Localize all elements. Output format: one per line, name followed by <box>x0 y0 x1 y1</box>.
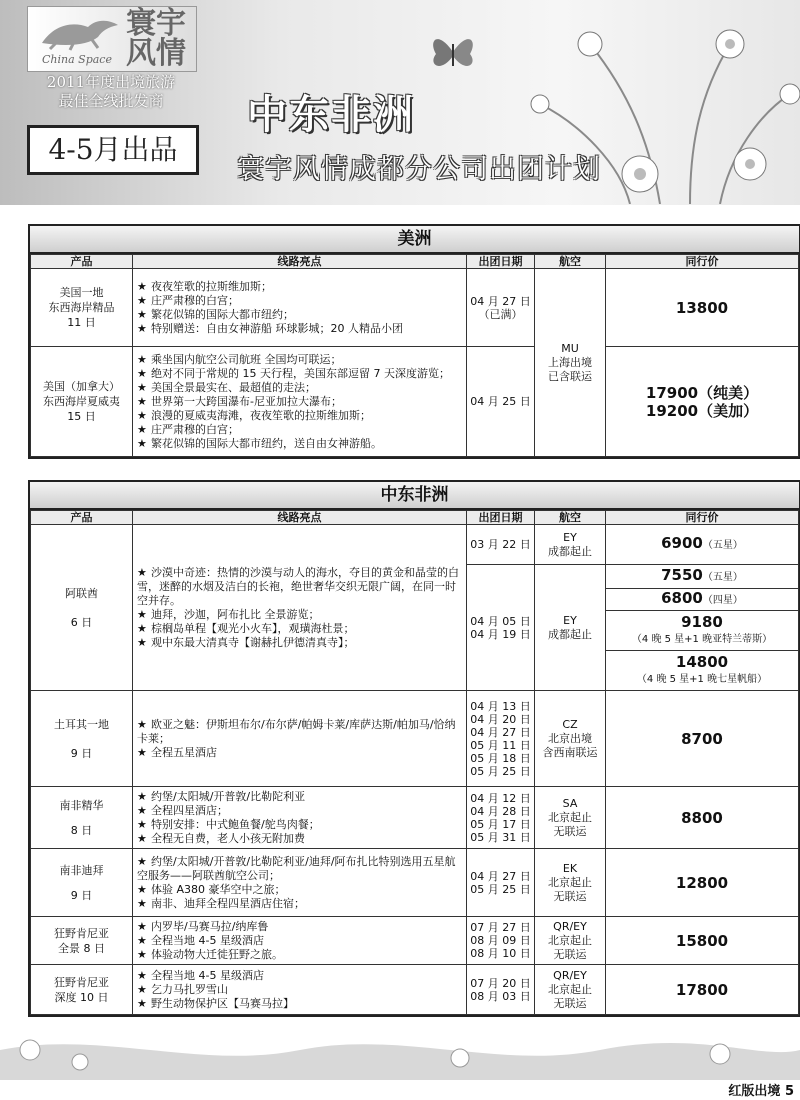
date-cell <box>467 347 535 457</box>
table-row <box>31 787 799 849</box>
product-name: 美国一地 <box>59 286 104 299</box>
mideast-grid <box>30 510 799 1015</box>
america-table <box>28 224 800 459</box>
airline-code: CZ <box>562 717 578 731</box>
table-row <box>31 525 799 565</box>
price-value: 6900 <box>661 534 703 552</box>
departure-date: 04 月 27 日 <box>470 294 531 308</box>
highlight-item: ★ 夜夜笙歌的拉斯维加斯； <box>137 279 272 293</box>
table-row <box>31 917 799 965</box>
airline-code: EY <box>563 530 577 544</box>
product-days: 9 日 <box>70 746 93 760</box>
highlight-item: ★ 庄严肃穆的白宫； <box>137 422 239 436</box>
highlight-item: ★ 体验 A380 豪华空中之旅； <box>137 882 286 896</box>
date-cell <box>467 565 535 691</box>
mideast-section-title: 中东非洲 <box>30 482 799 510</box>
product-name: 阿联酋 <box>65 586 98 600</box>
airline-transfer: 无联运 <box>553 889 587 903</box>
america-grid <box>30 254 799 457</box>
price-note: （五星） <box>702 540 743 551</box>
horse-logo-icon <box>38 15 122 51</box>
airline-code: SA <box>562 796 578 810</box>
airline-code: QR/EY <box>553 968 587 982</box>
date-cell <box>467 691 535 787</box>
highlights-cell <box>133 787 467 849</box>
price-value: 19200（美加） <box>645 401 759 420</box>
product-cell <box>31 525 133 691</box>
product-days: 6 日 <box>70 615 93 629</box>
tagline <box>27 73 195 111</box>
highlight-item: ★ 全程五星酒店 <box>137 745 217 759</box>
highlight-item: ★ 绝对不同于常规的 15 天行程，美国东部逗留 7 天深度游览； <box>137 366 450 380</box>
highlight-item: ★ 南非、迪拜全程四星酒店住宿； <box>137 896 305 910</box>
col-highlights: 线路亮点 <box>133 255 467 269</box>
highlight-item: ★ 约堡/太阳城/开普敦/比勒陀利亚 <box>137 789 306 803</box>
page-subtitle: 寰宇风情成都分公司出团计划 <box>237 154 601 185</box>
mideast-table <box>28 480 800 1017</box>
departure-date: 08 月 03 日 <box>470 989 531 1003</box>
date-cell <box>467 269 535 347</box>
highlight-item: ★ 全程当地 4-5 星级酒店 <box>137 933 264 947</box>
airline-origin: 北京出境 <box>548 731 592 745</box>
col-price: 同行价 <box>606 511 799 525</box>
america-section-title: 美洲 <box>30 226 799 254</box>
airline-transfer: 无联运 <box>553 996 587 1010</box>
highlight-item: ★ 内罗毕/马赛马拉/纳库鲁 <box>137 919 269 933</box>
price-cell <box>606 611 799 651</box>
departure-date: 05 月 17 日 <box>470 817 531 831</box>
price-cell: 8700 <box>606 691 799 787</box>
highlight-item: ★ 全程无自费，老人小孩无附加费 <box>137 831 305 845</box>
airline-cell <box>535 787 606 849</box>
departure-date: 05 月 25 日 <box>470 764 531 778</box>
brand-name-cn: 寰宇风情 <box>126 6 186 71</box>
highlight-item: ★ 全程当地 4-5 星级酒店 <box>137 968 264 982</box>
departure-date: 04 月 20 日 <box>470 712 531 726</box>
airline-origin: 成都起止 <box>548 544 592 558</box>
departure-date: 05 月 11 日 <box>470 738 531 752</box>
airline-transfer: 无联运 <box>553 947 587 961</box>
airline-code: MU <box>561 341 579 355</box>
price-value: 6800 <box>661 589 703 607</box>
departure-date: 05 月 25 日 <box>470 882 531 896</box>
highlight-item: ★ 乘坐国内航空公司航班 全国均可联运； <box>137 352 342 366</box>
departure-date: 07 月 20 日 <box>470 976 531 990</box>
product-cell <box>31 787 133 849</box>
product-cell <box>31 917 133 965</box>
departure-date: 04 月 28 日 <box>470 804 531 818</box>
price-cell <box>606 589 799 611</box>
price-note: （五星） <box>702 572 743 583</box>
price-cell: 13800 <box>606 269 799 347</box>
product-days: 11 日 <box>67 316 96 329</box>
departure-date: 04 月 13 日 <box>470 699 531 713</box>
highlights-cell <box>133 269 467 347</box>
departure-date: 04 月 05 日 <box>470 614 531 628</box>
highlights-cell <box>133 965 467 1015</box>
product-name: 狂野肯尼亚 <box>54 975 109 989</box>
price-cell: 15800 <box>606 917 799 965</box>
highlight-item: ★ 观中东最大清真寺【谢赫扎伊德清真寺】； <box>137 635 355 649</box>
butterfly-icon <box>428 30 478 76</box>
price-cell: 17800 <box>606 965 799 1015</box>
highlights-cell <box>133 691 467 787</box>
airline-cell <box>535 917 606 965</box>
month-label: 4-5月出品 <box>27 125 199 175</box>
brand-logo <box>27 6 197 72</box>
page-title: 中东非洲 <box>247 92 415 138</box>
table-row <box>31 965 799 1015</box>
table-row <box>31 269 799 347</box>
highlights-cell <box>133 917 467 965</box>
col-highlights: 线路亮点 <box>133 511 467 525</box>
departure-date: 04 月 25 日 <box>470 395 531 408</box>
highlight-item: ★ 棕榈岛单程【观光小火车】，观璜海杜景； <box>137 621 355 635</box>
flowers-decoration-icon <box>520 4 800 204</box>
product-name: 美国（加拿大） <box>43 380 120 393</box>
highlight-item: ★ 庄严肃穆的白宫； <box>137 293 239 307</box>
price-cell <box>606 525 799 565</box>
product-name: 东西海岸夏威夷 <box>43 395 120 408</box>
highlight-item: ★ 迪拜，沙迦，阿布扎比 全景游览； <box>137 607 320 621</box>
col-date: 出团日期 <box>467 511 535 525</box>
highlight-item: ★ 世界第一大跨国瀑布-尼亚加拉大瀑布； <box>137 394 342 408</box>
table-row <box>31 849 799 917</box>
date-cell <box>467 849 535 917</box>
product-cell <box>31 691 133 787</box>
date-cell <box>467 965 535 1015</box>
highlight-item: ★ 乞力马扎罗雪山 <box>137 982 228 996</box>
price-value: 17900（纯美） <box>645 383 759 402</box>
airline-origin: 北京起止 <box>548 982 592 996</box>
product-name: 土耳其一地 <box>54 717 109 731</box>
airline-cell <box>535 565 606 691</box>
table-row <box>31 691 799 787</box>
price-value: 14800 <box>675 652 729 671</box>
highlight-item: ★ 沙漠中奇迹：热情的沙漠与动人的海水，夺目的黄金和晶莹的白雪，迷醉的水烟及洁白的长袍，绝世奢华交织无限广阔，在同一时空并存。 <box>137 565 459 607</box>
airline-origin: 北京起止 <box>548 810 592 824</box>
price-note: （4 晚 5 星+1 晚亚特兰蒂斯） <box>631 633 773 645</box>
departure-date: 08 月 09 日 <box>470 934 531 947</box>
airline-cell <box>535 525 606 565</box>
price-value: 9180 <box>681 612 723 631</box>
col-airline: 航空 <box>535 511 606 525</box>
highlight-item: ★ 野生动物保护区【马赛马拉】 <box>137 996 294 1010</box>
product-name: 南非迪拜 <box>59 863 104 877</box>
airline-origin: 北京起止 <box>548 875 592 889</box>
highlights-cell <box>133 347 467 457</box>
col-date: 出团日期 <box>467 255 535 269</box>
airline-transfer: 含西南联运 <box>542 745 598 759</box>
price-cell: 12800 <box>606 849 799 917</box>
tagline-line-1: 2011年度出境旅游 <box>46 73 176 91</box>
product-cell <box>31 965 133 1015</box>
page-footer: 红版出境 5 <box>728 1084 794 1099</box>
highlight-item: ★ 体验动物大迁徙狂野之旅。 <box>137 947 283 961</box>
col-product: 产品 <box>31 255 133 269</box>
airline-code: EY <box>563 613 577 627</box>
highlight-item: ★ 约堡/太阳城/开普敦/比勒陀利亚/迪拜/阿布扎比特别选用五星航空服务——阿联酋航空公司； <box>137 854 456 882</box>
departure-date: 05 月 18 日 <box>470 751 531 765</box>
price-cell: 8800 <box>606 787 799 849</box>
date-cell <box>467 917 535 965</box>
product-name: 南非精华 <box>59 798 104 812</box>
airline-origin: 上海出境 <box>548 355 592 369</box>
highlight-item: ★ 全程四星酒店； <box>137 803 228 817</box>
mideast-header-row <box>31 511 799 525</box>
america-header-row <box>31 255 799 269</box>
airline-origin: 成都起止 <box>548 627 592 641</box>
product-cell <box>31 347 133 457</box>
price-cell <box>606 651 799 691</box>
airline-code: QR/EY <box>553 919 587 933</box>
brand-name-en: China Space <box>42 53 112 66</box>
highlights-cell <box>133 849 467 917</box>
airline-transfer: 无联运 <box>553 824 587 838</box>
flowers-footer-decoration-icon <box>0 1010 800 1080</box>
departure-date: 04 月 19 日 <box>470 627 531 641</box>
product-days: 全景 8 日 <box>58 941 105 955</box>
product-name: 狂野肯尼亚 <box>54 926 109 940</box>
highlights-cell <box>133 525 467 691</box>
departure-date: 04 月 27 日 <box>470 725 531 739</box>
highlight-item: ★ 特别赠送：自由女神游船 环球影城；20 人精品小团 <box>137 321 403 335</box>
date-cell: 03 月 22 日 <box>467 525 535 565</box>
product-cell <box>31 849 133 917</box>
highlight-item: ★ 繁花似锦的国际大都市纽约； <box>137 307 294 321</box>
price-note: （四星） <box>702 595 743 606</box>
product-days: 8 日 <box>70 823 93 837</box>
airline-origin: 北京起止 <box>548 933 592 947</box>
departure-date: 04 月 12 日 <box>470 791 531 805</box>
highlight-item: ★ 美国全景最实在、最超值的走法； <box>137 380 316 394</box>
price-cell <box>606 347 799 457</box>
price-value: 7550 <box>661 566 703 584</box>
product-days: 9 日 <box>70 888 93 902</box>
tagline-line-2: 最佳全线批发商 <box>58 92 164 110</box>
table-row <box>31 347 799 457</box>
departure-date: 08 月 10 日 <box>470 947 531 960</box>
airline-cell <box>535 849 606 917</box>
product-name: 东西海岸精品 <box>48 301 115 314</box>
product-days: 深度 10 日 <box>54 990 109 1004</box>
highlight-item: ★ 繁花似锦的国际大都市纽约，送自由女神游船。 <box>137 436 382 450</box>
highlight-item: ★ 欧亚之魅：伊斯坦布尔/布尔萨/帕姆卡莱/库萨达斯/帕加马/恰纳卡莱； <box>137 717 456 745</box>
header-banner <box>0 0 800 205</box>
highlight-item: ★ 特别安排：中式鲍鱼餐/鸵鸟肉餐； <box>137 817 320 831</box>
price-note: （4 晚 5 星+1 晚七星帆船） <box>636 673 768 685</box>
price-cell <box>606 565 799 589</box>
departure-date: 07 月 27 日 <box>470 921 531 934</box>
col-product: 产品 <box>31 511 133 525</box>
highlight-item: ★ 浪漫的夏威夷海滩，夜夜笙歌的拉斯维加斯； <box>137 408 371 422</box>
airline-cell <box>535 269 606 457</box>
product-days: 15 日 <box>67 410 96 423</box>
date-cell <box>467 787 535 849</box>
date-status: （已满） <box>478 307 523 321</box>
col-airline: 航空 <box>535 255 606 269</box>
departure-date: 04 月 27 日 <box>470 869 531 883</box>
col-price: 同行价 <box>606 255 799 269</box>
airline-code: EK <box>562 861 578 875</box>
airline-cell <box>535 965 606 1015</box>
product-cell <box>31 269 133 347</box>
airline-transfer: 已含联运 <box>548 369 592 383</box>
departure-date: 05 月 31 日 <box>470 830 531 844</box>
airline-cell <box>535 691 606 787</box>
